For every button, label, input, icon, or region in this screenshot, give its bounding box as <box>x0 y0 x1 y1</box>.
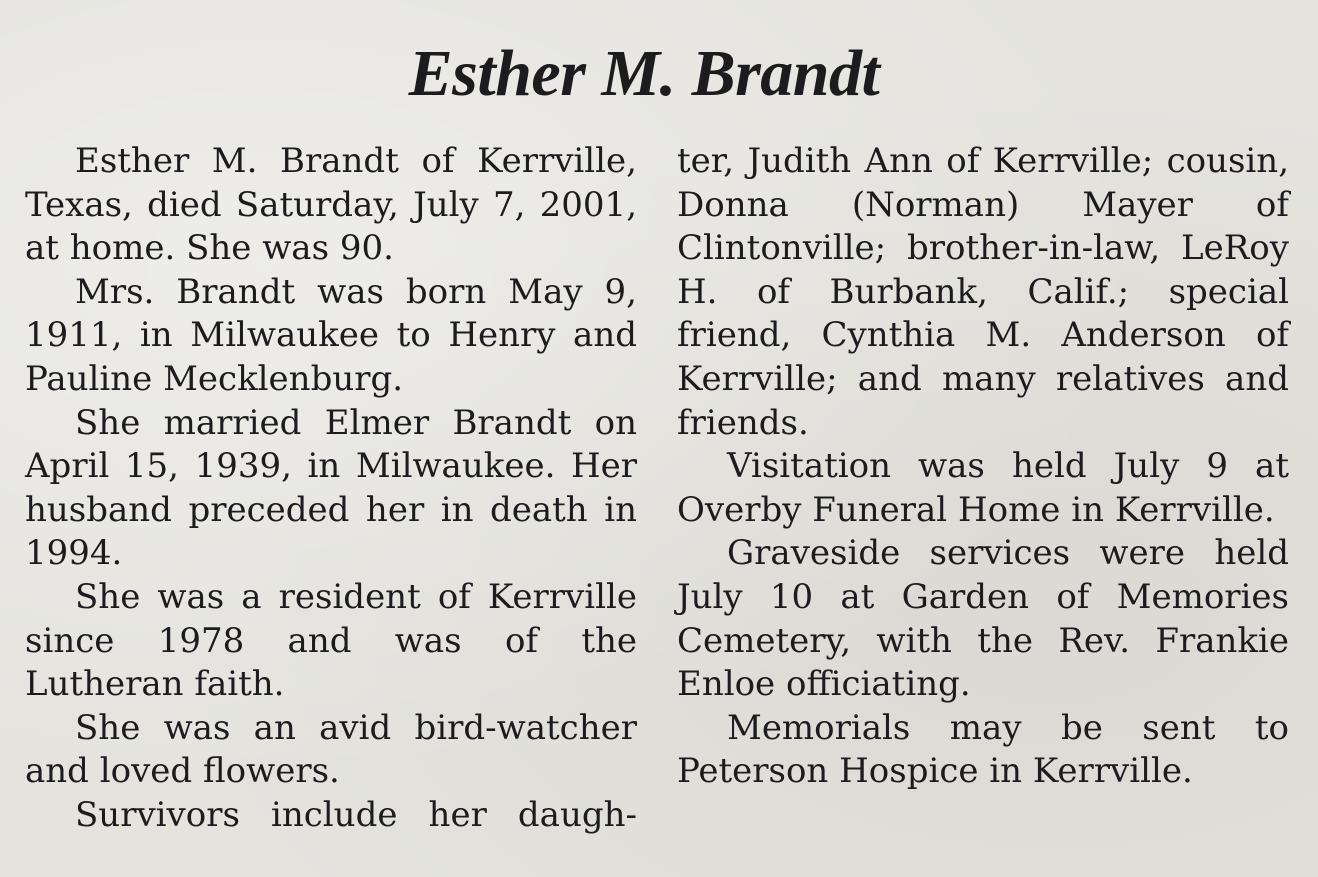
paragraph-residence: She was a resident of Kerrville since 1978 and was of the Lutheran faith. <box>25 576 637 705</box>
paragraph-graveside-services: Graveside services were held July 10 at Garden of Memories Cemetery, with the Rev. Frankie Enloe officiating. <box>677 533 1289 705</box>
paragraph-birth: Mrs. Brandt was born May 9, 1911, in Milwaukee to Henry and Pauline Mecklenburg. <box>25 271 637 399</box>
paragraph-marriage: She married Elmer Brandt on April 15, 1939, in Milwaukee. Her husband preceded her in death in 1994. <box>25 402 637 574</box>
paragraph-death-notice: Esther M. Brandt of Kerrville, Texas, died Saturday, July 7, 2001, at home. She was 90. <box>25 141 637 269</box>
left-column <box>25 140 637 838</box>
paragraph-hobbies: She was an avid bird-watcher and loved flowers. <box>25 707 637 792</box>
paragraph-survivors-start: Survivors include her daugh- <box>75 794 637 835</box>
paragraph-visitation: Visitation was held July 9 at Overby Funeral Home in Kerrville. <box>677 446 1289 530</box>
paragraph-survivors-continued: ter, Judith Ann of Kerrville; cousin, Donna (Norman) Mayer of Clintonville; brother-in-law, LeRoy H. of Burbank, Calif.; special friend, Cynthia M. Anderson of Kerrville; and many relatives and friends. <box>677 141 1289 443</box>
obituary-headline: Esther M. Brandt <box>408 37 880 110</box>
right-column <box>677 140 1289 794</box>
paragraph-memorials: Memorials may be sent to Peterson Hospice in Kerrville. <box>677 707 1289 792</box>
